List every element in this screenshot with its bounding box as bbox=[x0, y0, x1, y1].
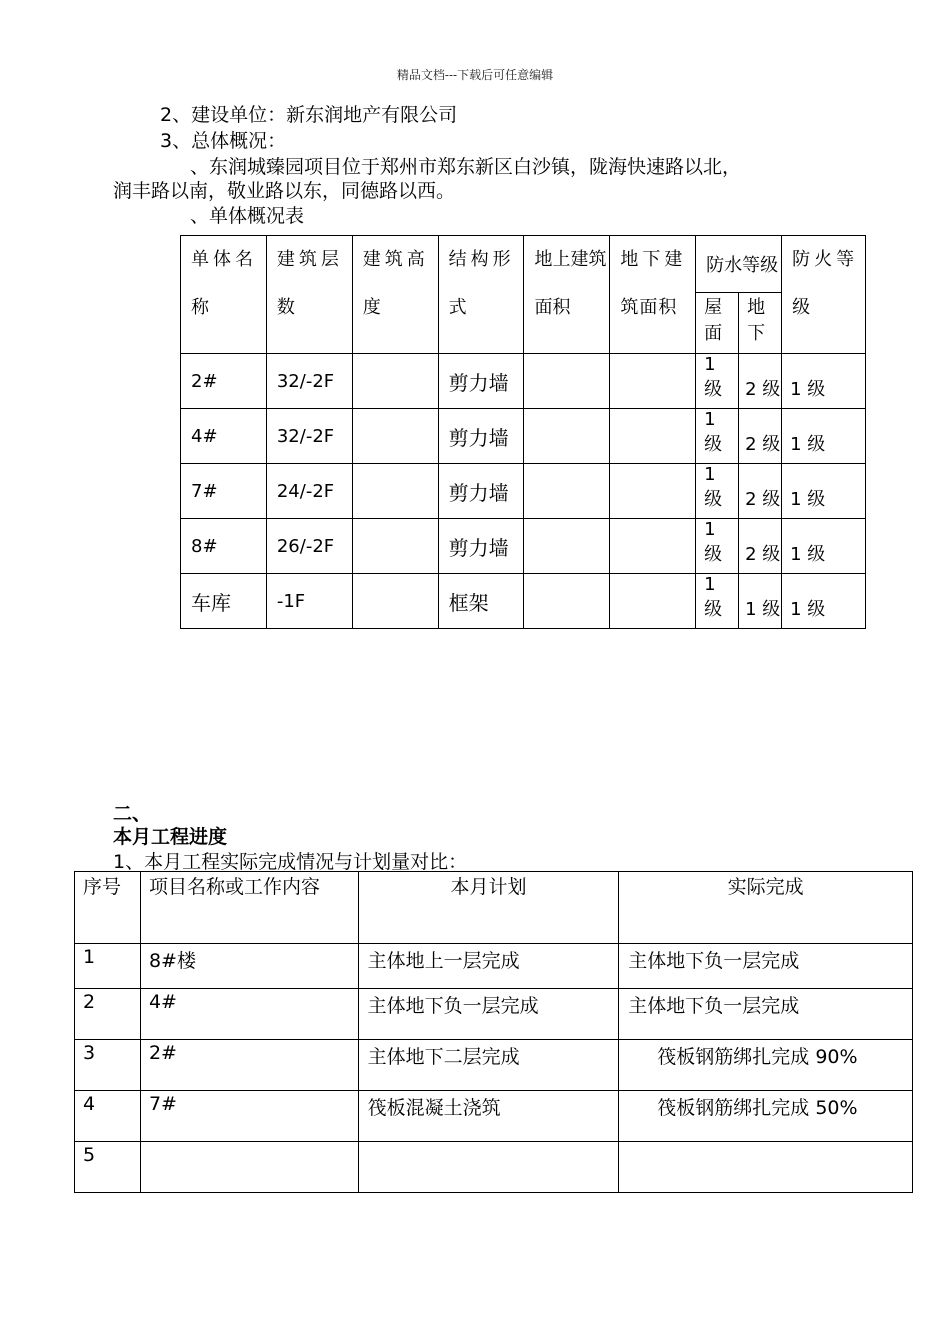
cell-floors: 26/-2F bbox=[266, 519, 352, 574]
table-header-row bbox=[181, 236, 866, 293]
cell-plan bbox=[358, 1142, 619, 1193]
header-structure: 结构形 式 bbox=[438, 236, 524, 354]
table-row bbox=[181, 354, 866, 409]
header-below-area: 地下建 筑面积 bbox=[610, 236, 696, 354]
cell-roof-grade: 1 级 bbox=[696, 409, 739, 464]
cell-below-area bbox=[610, 409, 696, 464]
cell-seq: 1 bbox=[75, 944, 141, 989]
page-header: 精品文档---下载后可任意编辑 bbox=[396, 68, 554, 82]
cell-plan: 主体地下二层完成 bbox=[358, 1040, 619, 1091]
cell-above-area bbox=[524, 354, 610, 409]
cell-structure: 框架 bbox=[438, 574, 524, 629]
table-row bbox=[75, 1142, 913, 1193]
overview-heading: 3、总体概况： bbox=[160, 130, 287, 152]
cell-underground-grade: 2 级 bbox=[739, 409, 782, 464]
cell-seq: 5 bbox=[75, 1142, 141, 1193]
table-row bbox=[181, 574, 866, 629]
table-row bbox=[181, 519, 866, 574]
cell-structure: 剪力墙 bbox=[438, 464, 524, 519]
cell-plan: 主体地下负一层完成 bbox=[358, 989, 619, 1040]
table-row bbox=[75, 989, 913, 1040]
section-number: 二、 bbox=[113, 803, 152, 825]
header-plan: 本月计划 bbox=[358, 872, 619, 944]
cell-seq: 3 bbox=[75, 1040, 141, 1091]
cell-plan: 主体地上一层完成 bbox=[358, 944, 619, 989]
header-waterproof-grade: 防水等级 bbox=[696, 236, 782, 293]
cell-below-area bbox=[610, 574, 696, 629]
cell-above-area bbox=[524, 574, 610, 629]
cell-floors: -1F bbox=[266, 574, 352, 629]
cell-roof-grade: 1 级 bbox=[696, 574, 739, 629]
cell-below-area bbox=[610, 464, 696, 519]
header-waterproof-underground: 地下 bbox=[739, 293, 782, 354]
header-actual: 实际完成 bbox=[619, 872, 913, 944]
cell-plan: 筏板混凝土浇筑 bbox=[358, 1091, 619, 1142]
cell-fire-grade: 1 级 bbox=[782, 409, 866, 464]
cell-floors: 32/-2F bbox=[266, 354, 352, 409]
cell-below-area bbox=[610, 519, 696, 574]
cell-roof-grade: 1 级 bbox=[696, 519, 739, 574]
table-row bbox=[75, 1091, 913, 1142]
cell-above-area bbox=[524, 519, 610, 574]
table-row bbox=[181, 464, 866, 519]
cell-underground-grade: 1 级 bbox=[739, 574, 782, 629]
cell-name: 车库 bbox=[181, 574, 267, 629]
cell-below-area bbox=[610, 354, 696, 409]
cell-height bbox=[352, 519, 438, 574]
header-fire-grade: 防火等 级 bbox=[782, 236, 866, 354]
header-height: 建筑高 度 bbox=[352, 236, 438, 354]
cell-name: 4# bbox=[181, 409, 267, 464]
construction-unit-line: 2、建设单位：新东润地产有限公司 bbox=[160, 104, 458, 126]
cell-actual: 主体地下负一层完成 bbox=[619, 944, 913, 989]
table-header-row bbox=[75, 872, 913, 944]
cell-seq: 2 bbox=[75, 989, 141, 1040]
cell-item: 2# bbox=[140, 1040, 358, 1091]
cell-name: 7# bbox=[181, 464, 267, 519]
cell-roof-grade: 1 级 bbox=[696, 354, 739, 409]
cell-item: 7# bbox=[140, 1091, 358, 1142]
overview-text-2: 润丰路以南，敬业路以东，同德路以西。 bbox=[113, 180, 456, 202]
section-title: 本月工程进度 bbox=[113, 826, 228, 848]
cell-above-area bbox=[524, 409, 610, 464]
monthly-progress-table bbox=[74, 871, 913, 1193]
cell-height bbox=[352, 409, 438, 464]
cell-actual bbox=[619, 1142, 913, 1193]
header-waterproof-roof: 屋面 bbox=[696, 293, 739, 354]
cell-fire-grade: 1 级 bbox=[782, 354, 866, 409]
cell-actual: 筏板钢筋绑扎完成 50% bbox=[619, 1091, 913, 1142]
cell-height bbox=[352, 574, 438, 629]
cell-structure: 剪力墙 bbox=[438, 354, 524, 409]
table-row bbox=[75, 1040, 913, 1091]
table-row bbox=[75, 944, 913, 989]
cell-structure: 剪力墙 bbox=[438, 519, 524, 574]
cell-item: 8#楼 bbox=[140, 944, 358, 989]
cell-floors: 24/-2F bbox=[266, 464, 352, 519]
header-above-area: 地上建筑 面积 bbox=[524, 236, 610, 354]
header-item: 项目名称或工作内容 bbox=[140, 872, 358, 944]
cell-actual: 筏板钢筋绑扎完成 90% bbox=[619, 1040, 913, 1091]
cell-structure: 剪力墙 bbox=[438, 409, 524, 464]
header-seq: 序号 bbox=[75, 872, 141, 944]
cell-fire-grade: 1 级 bbox=[782, 519, 866, 574]
cell-underground-grade: 2 级 bbox=[739, 519, 782, 574]
building-overview-table bbox=[180, 235, 866, 629]
cell-actual: 主体地下负一层完成 bbox=[619, 989, 913, 1040]
header-building-name: 单体名 称 bbox=[181, 236, 267, 354]
cell-height bbox=[352, 354, 438, 409]
table-row bbox=[181, 409, 866, 464]
cell-name: 8# bbox=[181, 519, 267, 574]
building-table-caption: 、单体概况表 bbox=[190, 205, 305, 227]
cell-item: 4# bbox=[140, 989, 358, 1040]
cell-height bbox=[352, 464, 438, 519]
cell-underground-grade: 2 级 bbox=[739, 464, 782, 519]
cell-seq: 4 bbox=[75, 1091, 141, 1142]
cell-underground-grade: 2 级 bbox=[739, 354, 782, 409]
header-floors: 建筑层 数 bbox=[266, 236, 352, 354]
cell-floors: 32/-2F bbox=[266, 409, 352, 464]
cell-roof-grade: 1 级 bbox=[696, 464, 739, 519]
cell-item bbox=[140, 1142, 358, 1193]
cell-fire-grade: 1 级 bbox=[782, 464, 866, 519]
cell-above-area bbox=[524, 464, 610, 519]
progress-table-caption: 1、本月工程实际完成情况与计划量对比： bbox=[113, 851, 468, 873]
cell-fire-grade: 1 级 bbox=[782, 574, 866, 629]
cell-name: 2# bbox=[181, 354, 267, 409]
overview-text-1: 、东润城臻园项目位于郑州市郑东新区白沙镇，陇海快速路以北， bbox=[190, 156, 742, 178]
